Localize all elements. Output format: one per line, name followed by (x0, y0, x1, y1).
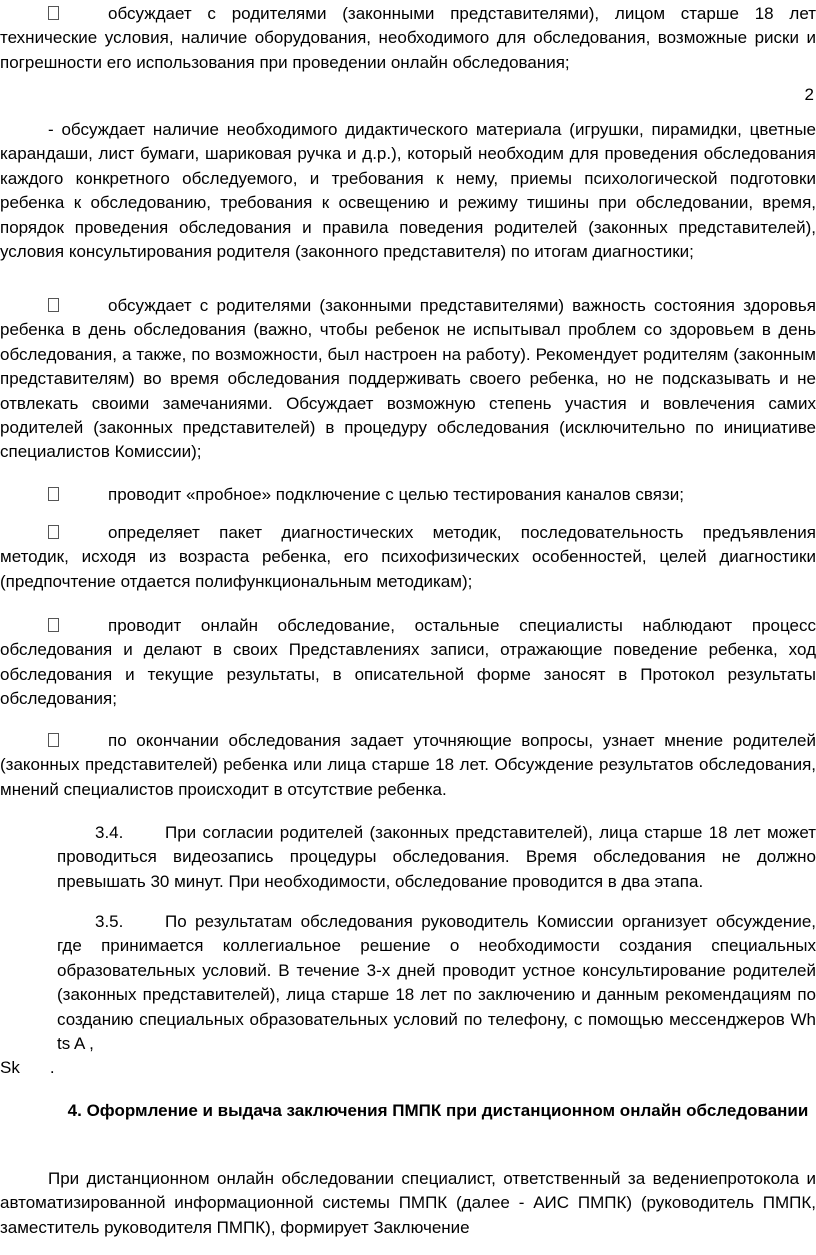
bullet-item (0, 729, 816, 802)
clause-3-5 (57, 910, 816, 1056)
dash-paragraph: - обсуждает наличие необходимого дидактического материала (игрушки, пирамидки, цветные карандаши, лист бумаги, шариковая ручка и д.р.), который необходим для проведения обследования каждого конкретного обследуемого, и требования к нему, приемы психологической подготовки ребенка к обследованию, требования к освещению и режиму тишины при обследовании, время, порядок проведения обследования и правила поведения родителей (законных представителей), условия консультирования родителя (законного представителя) по итогам диагностики; (0, 120, 816, 262)
bullet-item (0, 614, 816, 712)
bullet-text: проводит «пробное» подключение с целью тестирования каналов связи; (108, 485, 684, 504)
bullet-glyph-icon (48, 733, 59, 747)
clause-number: 3.5. (95, 912, 124, 931)
page-number: 2 (804, 85, 814, 104)
bullet-text: определяет пакет диагностических методик, последовательность предъявления методик, исходя из возраста ребенка, его психофизических особенностей, целей диагностики (предпочтение отдается полифункциональным методикам); (0, 523, 816, 591)
bullet-text: проводит онлайн обследование, остальные специалисты наблюдают процесс обследования и делают в своих Представлениях записи, отражающие поведение ребенка, ход обследования и текущие результаты, в описательной форме заносят в Протокол результаты обследования; (0, 616, 816, 709)
bullet-glyph-icon (48, 487, 59, 501)
bullet-item (0, 294, 816, 465)
clause-text: При согласии родителей (законных представителей), лица старше 18 лет может проводиться видеозапись процедуры обследования. Время обследования не должно превышать 30 минут. При необходимости, обследование проводится в два этапа. (57, 823, 816, 891)
bullet-text: обсуждает с родителями (законными представителями) важность состояния здоровья ребенка в день обследования (важно, чтобы ребенок не испытывал проблем со здоровьем в день обследования, а также, по возможности, был настроен на работу). Рекомендует родителям (законным представителям) во время обследования поддерживать своего ребенка, но не подсказывать и не отвлекать своими замечаниями. Обсуждает возможную степень участия и вовлечения самих родителей (законных представителей) в процедуру обследования (исключительно по инициативе специалистов Комиссии); (0, 296, 816, 462)
bullet-glyph-icon (48, 618, 59, 632)
bullet-item (0, 2, 816, 75)
section-heading: 4. Оформление и выдача заключения ПМПК при дистанционном онлайн обследовании (67, 1101, 809, 1120)
clause-number: 3.4. (95, 823, 124, 842)
sk-fragment: Sk . (0, 1058, 55, 1077)
bullet-item (0, 483, 816, 507)
bullet-glyph-icon (48, 298, 59, 312)
bullet-item (0, 521, 816, 594)
clause-3-4 (57, 821, 816, 894)
clause-text: По результатам обследования руководитель Комиссии организует обсуждение, где принимается коллегиальное решение о необходимости создания специальных образовательных условий. В течение 3-х дней проводит устное консультирование родителей (законных представителей), лица старше 18 лет по заключению и данным рекомендациям по созданию специальных образовательных условий по телефону, с помощью мессенджеров Wh ts A , (57, 912, 816, 1054)
bullet-text: по окончании обследования задает уточняющие вопросы, узнает мнение родителей (законных представителей) ребенка или лица старше 18 лет. Обсуждение результатов обследования, мнений специалистов происходит в отсутствие ребенка. (0, 731, 816, 799)
bullet-glyph-icon (48, 525, 59, 539)
bullet-text: обсуждает с родителями (законными представителями), лицом старше 18 лет технические условия, наличие оборудования, необходимого для обследования, возможные риски и погрешности его использования при проведении онлайн обследования; (0, 4, 816, 72)
final-paragraph: При дистанционном онлайн обследовании специалист, ответственный за ведениепротокола и автоматизированной информационной системы ПМПК (далее - АИС ПМПК) (руководитель ПМПК, заместитель руководителя ПМПК), формирует Заключение (0, 1169, 816, 1237)
bullet-glyph-icon (48, 6, 59, 20)
